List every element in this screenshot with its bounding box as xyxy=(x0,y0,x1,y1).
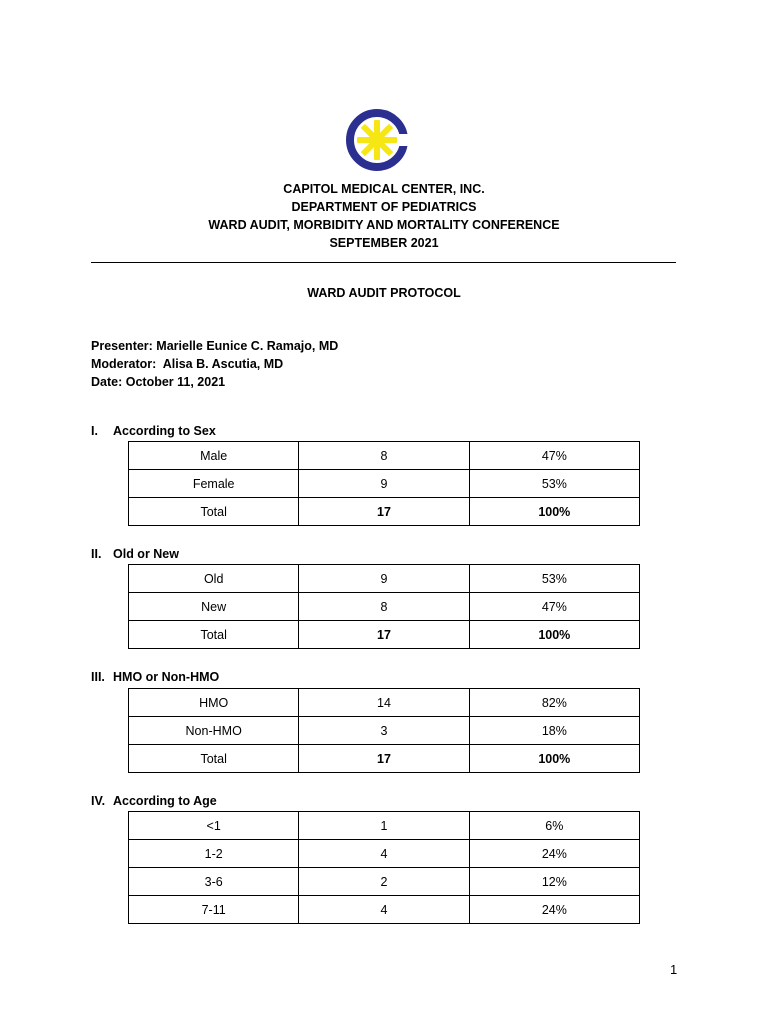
table-row xyxy=(129,470,640,498)
table-row xyxy=(129,689,640,717)
count-cell: 9 xyxy=(299,565,469,593)
table-row xyxy=(129,565,640,593)
section-title: According to Sex xyxy=(113,424,216,438)
hmo-table xyxy=(128,688,640,773)
age-table xyxy=(128,811,640,924)
section-number: II. xyxy=(91,547,102,561)
table-row xyxy=(129,593,640,621)
table-row xyxy=(129,868,640,896)
total-percent-cell: 100% xyxy=(469,745,639,773)
percent-cell: 53% xyxy=(469,470,639,498)
document-header xyxy=(0,180,768,252)
count-cell: 3 xyxy=(299,717,469,745)
percent-cell: 12% xyxy=(469,868,639,896)
section-title: According to Age xyxy=(113,794,217,808)
department-name: DEPARTMENT OF PEDIATRICS xyxy=(291,200,477,214)
star-icon xyxy=(357,120,397,160)
total-label-cell: Total xyxy=(129,498,299,526)
sex-table xyxy=(128,441,640,526)
table-row xyxy=(129,442,640,470)
table-row xyxy=(129,717,640,745)
moderator-line: Moderator: Alisa B. Ascutia, MD xyxy=(91,357,284,371)
capitol-medical-center-logo xyxy=(345,108,409,172)
total-label-cell: Total xyxy=(129,745,299,773)
percent-cell: 82% xyxy=(469,689,639,717)
section-heading-old-new xyxy=(91,547,179,561)
table-row xyxy=(129,840,640,868)
count-cell: 9 xyxy=(299,470,469,498)
institution-name: CAPITOL MEDICAL CENTER, INC. xyxy=(283,182,485,196)
header-divider xyxy=(91,262,676,263)
conference-month: SEPTEMBER 2021 xyxy=(329,236,439,250)
category-cell: HMO xyxy=(129,689,299,717)
section-heading-sex xyxy=(91,424,216,438)
count-cell: 2 xyxy=(299,868,469,896)
category-cell: 1-2 xyxy=(129,840,299,868)
percent-cell: 24% xyxy=(469,840,639,868)
section-heading-age xyxy=(91,794,217,808)
total-percent-cell: 100% xyxy=(469,621,639,649)
table-row xyxy=(129,812,640,840)
protocol-title: WARD AUDIT PROTOCOL xyxy=(307,286,461,300)
conference-name: WARD AUDIT, MORBIDITY AND MORTALITY CONFERENCE xyxy=(208,218,560,232)
presenter-line: Presenter: Marielle Eunice C. Ramajo, MD xyxy=(91,339,339,353)
section-title: HMO or Non-HMO xyxy=(113,670,220,684)
total-count-cell: 17 xyxy=(299,621,469,649)
section-title: Old or New xyxy=(113,547,179,561)
total-label-cell: Total xyxy=(129,621,299,649)
category-cell: Non-HMO xyxy=(129,717,299,745)
count-cell: 1 xyxy=(299,812,469,840)
category-cell: Male xyxy=(129,442,299,470)
section-number: I. xyxy=(91,424,98,438)
percent-cell: 47% xyxy=(469,593,639,621)
page-number: 1 xyxy=(670,962,678,977)
date-line: Date: October 11, 2021 xyxy=(91,375,226,389)
section-number: IV. xyxy=(91,794,106,808)
conference-details xyxy=(91,337,338,391)
count-cell: 4 xyxy=(299,896,469,924)
count-cell: 14 xyxy=(299,689,469,717)
percent-cell: 24% xyxy=(469,896,639,924)
total-percent-cell: 100% xyxy=(469,498,639,526)
total-row xyxy=(129,498,640,526)
percent-cell: 6% xyxy=(469,812,639,840)
count-cell: 8 xyxy=(299,593,469,621)
total-count-cell: 17 xyxy=(299,745,469,773)
category-cell: 7-11 xyxy=(129,896,299,924)
count-cell: 8 xyxy=(299,442,469,470)
old-new-table xyxy=(128,564,640,649)
table-row xyxy=(129,896,640,924)
category-cell: New xyxy=(129,593,299,621)
percent-cell: 18% xyxy=(469,717,639,745)
category-cell: Old xyxy=(129,565,299,593)
total-row xyxy=(129,745,640,773)
category-cell: 3-6 xyxy=(129,868,299,896)
count-cell: 4 xyxy=(299,840,469,868)
category-cell: Female xyxy=(129,470,299,498)
percent-cell: 47% xyxy=(469,442,639,470)
total-count-cell: 17 xyxy=(299,498,469,526)
total-row xyxy=(129,621,640,649)
percent-cell: 53% xyxy=(469,565,639,593)
section-number: III. xyxy=(91,670,105,684)
category-cell: <1 xyxy=(129,812,299,840)
section-heading-hmo xyxy=(91,670,219,684)
